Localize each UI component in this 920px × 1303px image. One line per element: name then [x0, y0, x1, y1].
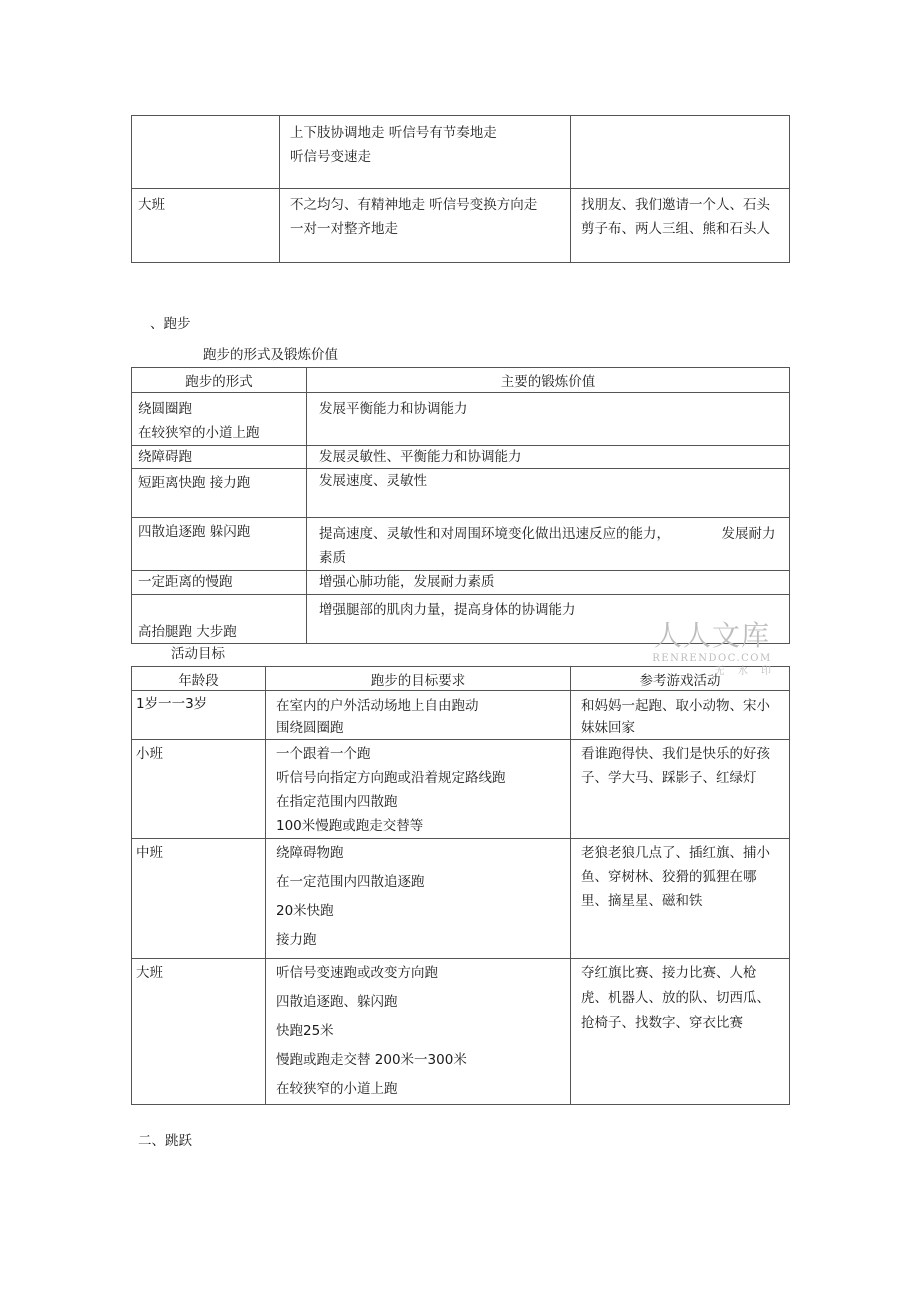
games-cell: 和妈妈一起跑、取小动物、宋小妹妹回家 [571, 691, 790, 740]
games-cell: 找朋友、我们邀请一个人、石头剪子布、两人三组、熊和石头人 [571, 189, 790, 263]
column-header: 跑步的形式 [132, 368, 307, 393]
forms-table-caption: 跑步的形式及锻炼价值 [203, 347, 338, 363]
goals-cell: 听信号变速跑或改变方向跑 四散追逐跑、躲闪跑 快跑25米 慢跑或跑走交替 200米一300米 在较狭窄的小道上跑 [266, 959, 571, 1105]
age-cell: 1岁一一3岁 [132, 691, 266, 740]
table-row [132, 691, 790, 740]
goals-cell: 上下肢协调地走 听信号有节奏地走 听信号变速走 [280, 116, 571, 189]
table-row [132, 740, 790, 839]
games-cell [571, 116, 790, 189]
column-header: 年龄段 [132, 667, 266, 691]
table-row [132, 959, 790, 1105]
table-header-row [132, 368, 790, 393]
age-cell: 中班 [132, 839, 266, 959]
form-cell: 绕圆圈跑 在较狭窄的小道上跑 [132, 393, 307, 446]
value-cell: 增强腿部的肌肉力量，提高身体的协调能力 [307, 595, 790, 644]
value-cell: 增强心肺功能，发展耐力素质 [307, 571, 790, 595]
games-cell: 看谁跑得快、我们是快乐的好孩子、学大马、踩影子、红绿灯 [571, 740, 790, 839]
section-heading-jumping: 二、跳跃 [138, 1133, 192, 1149]
table-row [132, 518, 790, 571]
table-row [132, 189, 790, 263]
watermark-note: 无 水 印 [714, 666, 776, 677]
value-cell: 提高速度、灵敏性和对周围环境变化做出迅速反应的能力， 发展耐力素质 [307, 518, 790, 571]
value-cell: 发展速度、灵敏性 [307, 469, 790, 518]
table-row [132, 469, 790, 518]
section-heading-running: 、跑步 [150, 316, 191, 332]
watermark-title: 人人文库 [653, 619, 770, 652]
table-row [132, 446, 790, 469]
form-cell: 四散追逐跑 躲闪跑 [132, 518, 307, 571]
age-cell: 大班 [132, 959, 266, 1105]
walking-table-tail [131, 115, 790, 263]
watermark [648, 620, 776, 679]
running-goals-table [131, 666, 790, 1105]
goals-cell: 一个跟着一个跑 听信号向指定方向跑或沿着规定路线跑 在指定范围内四散跑 100米慢跑或跑走交替等 [266, 740, 571, 839]
table-row [132, 571, 790, 595]
goals-cell: 绕障碍物跑 在一定范围内四散追逐跑 20米快跑 接力跑 [266, 839, 571, 959]
age-cell [132, 116, 280, 189]
form-cell: 短距离快跑 接力跑 [132, 469, 307, 518]
table-row [132, 839, 790, 959]
form-cell: 绕障碍跑 [132, 446, 307, 469]
running-forms-table [131, 367, 790, 644]
value-cell: 发展平衡能力和协调能力 [307, 393, 790, 446]
table-row [132, 393, 790, 446]
watermark-domain: RENRENDOC.COM [652, 653, 772, 664]
games-cell: 夺红旗比赛、接力比赛、人枪虎、机器人、放的队、切西瓜、 抢椅子、找数字、穿衣比赛 [571, 959, 790, 1105]
age-cell: 大班 [132, 189, 280, 263]
form-cell: 一定距离的慢跑 [132, 571, 307, 595]
form-cell: 高抬腿跑 大步跑 [132, 595, 307, 644]
column-header: 主要的锻炼价值 [307, 368, 790, 393]
value-cell: 发展灵敏性、平衡能力和协调能力 [307, 446, 790, 469]
age-cell: 小班 [132, 740, 266, 839]
games-cell: 老狼老狼几点了、插红旗、捕小鱼、穿树林、狡猾的狐狸在哪里、摘星星、磁和铁 [571, 839, 790, 959]
column-header: 参考游戏活动 [571, 667, 790, 691]
goals-table-caption: 活动目标 [171, 646, 225, 662]
goals-cell: 在室内的户外活动场地上自由跑动 围绕圆圈跑 [266, 691, 571, 740]
column-header: 跑步的目标要求 [266, 667, 571, 691]
table-row [132, 116, 790, 189]
goals-cell: 不之均匀、有精神地走 听信号变换方向走 一对一对整齐地走 [280, 189, 571, 263]
